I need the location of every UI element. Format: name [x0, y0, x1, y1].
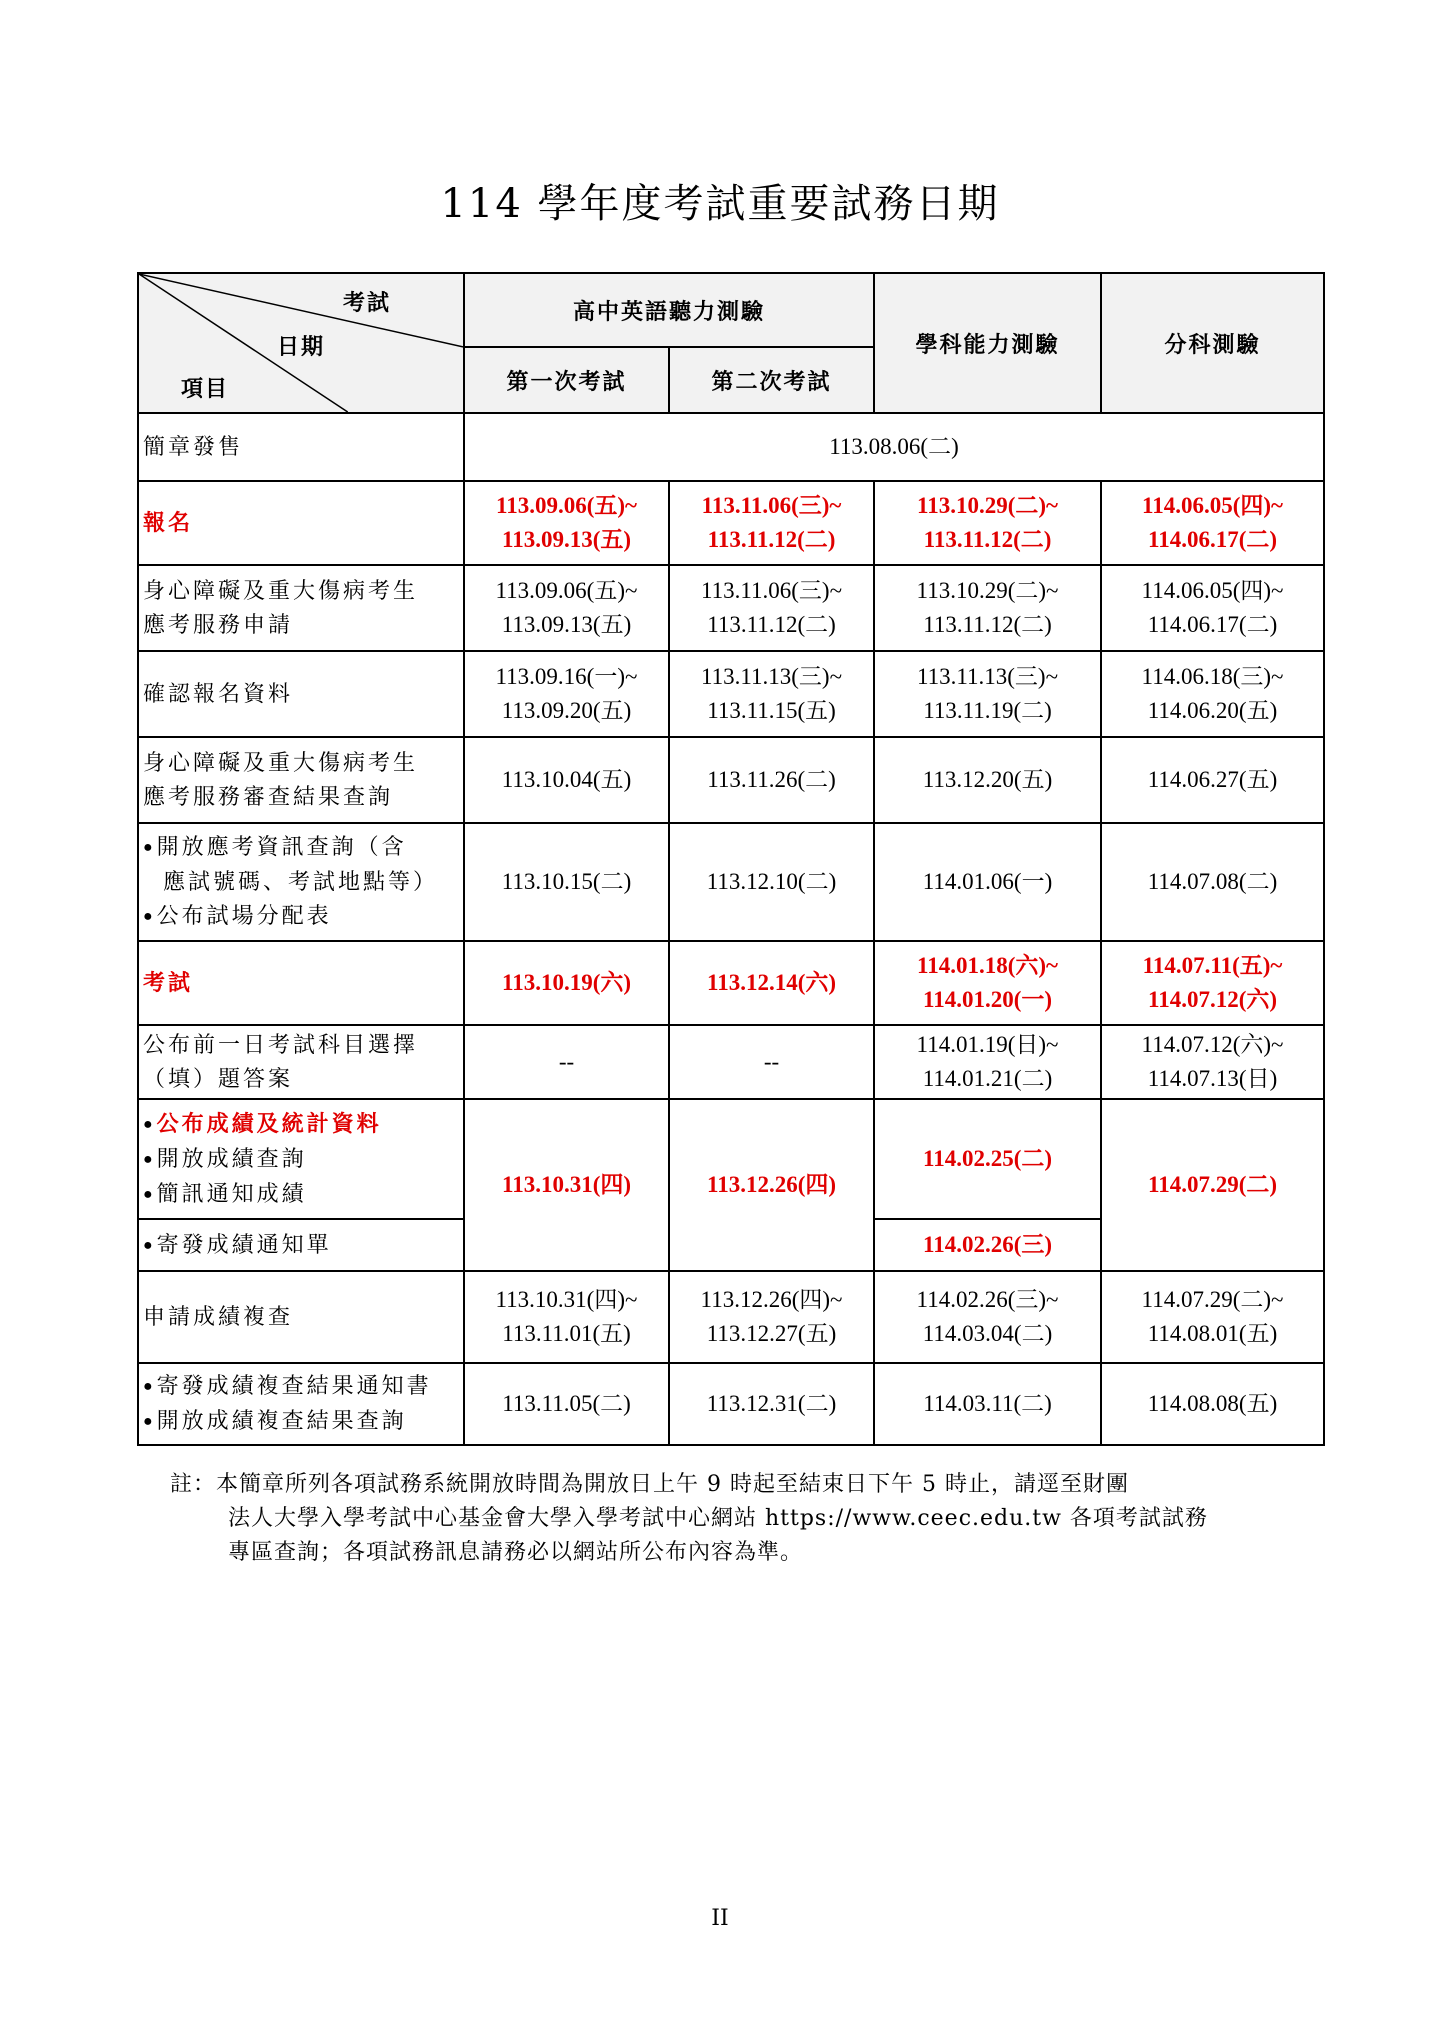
date-cell: 114.07.08(二) — [1101, 823, 1324, 941]
page-number: II — [711, 1906, 729, 1931]
date-cell: 113.10.15(二) — [464, 823, 669, 941]
brochure-date: 113.08.06(二) — [464, 413, 1324, 481]
date-cell: -- — [464, 1025, 669, 1099]
table-row — [138, 823, 1324, 941]
row-label: 身心障礙及重大傷病考生 應考服務審查結果查詢 — [138, 737, 464, 823]
row-label: 報名 — [138, 481, 464, 565]
header-corner-cell — [138, 273, 464, 413]
date-cell: 114.07.29(二) — [1101, 1099, 1324, 1271]
row-label: 身心障礙及重大傷病考生 應考服務申請 — [138, 565, 464, 651]
footnote-line: 專區查詢；各項試務訊息請務必以網站所公布內容為準。 — [228, 1540, 804, 1565]
row-label: 簡章發售 — [138, 413, 464, 481]
date-cell: 113.10.31(四) — [464, 1099, 669, 1271]
table-row — [138, 941, 1324, 1025]
date-cell: 113.10.31(四)~ 113.11.01(五) — [464, 1271, 669, 1363]
date-cell: 113.11.06(三)~ 113.11.12(二) — [669, 481, 874, 565]
date-cell: 113.11.06(三)~ 113.11.12(二) — [669, 565, 874, 651]
date-cell: 113.12.31(二) — [669, 1363, 874, 1445]
date-cell: 113.12.26(四)~ 113.12.27(五) — [669, 1271, 874, 1363]
date-cell: 113.11.26(二) — [669, 737, 874, 823]
row-label: 申請成績複查 — [138, 1271, 464, 1363]
date-cell: 113.11.13(三)~ 113.11.19(二) — [874, 651, 1101, 737]
date-cell: 114.07.12(六)~ 114.07.13(日) — [1101, 1025, 1324, 1099]
date-cell: 113.09.16(一)~ 113.09.20(五) — [464, 651, 669, 737]
row-label: ● 開放應考資訊查詢（含 應試號碼、考試地點等） ● 公布試場分配表 — [138, 823, 464, 941]
date-cell: 114.06.05(四)~ 114.06.17(二) — [1101, 481, 1324, 565]
table-row — [138, 565, 1324, 651]
date-cell: 113.12.20(五) — [874, 737, 1101, 823]
date-cell: 114.01.19(日)~ 114.01.21(二) — [874, 1025, 1101, 1099]
corner-exam-label: 考試 — [343, 290, 392, 315]
date-cell: 114.06.18(三)~ 114.06.20(五) — [1101, 651, 1324, 737]
footnote-line: 法人大學入學考試中心基金會大學入學考試中心網站 https://www.ceec.edu.tw 各項考試試務 — [228, 1506, 1208, 1531]
date-cell: 114.08.08(五) — [1101, 1363, 1324, 1445]
date-cell: 114.02.26(三) — [874, 1219, 1101, 1271]
header-gept-first: 第一次考試 — [464, 347, 669, 413]
date-cell: 113.09.06(五)~ 113.09.13(五) — [464, 481, 669, 565]
date-cell: 114.01.18(六)~ 114.01.20(一) — [874, 941, 1101, 1025]
date-cell: -- — [669, 1025, 874, 1099]
date-cell: 114.07.29(二)~ 114.08.01(五) — [1101, 1271, 1324, 1363]
corner-date-label: 日期 — [277, 334, 326, 359]
date-cell: 114.03.11(二) — [874, 1363, 1101, 1445]
table-row — [138, 737, 1324, 823]
date-cell: 113.10.19(六) — [464, 941, 669, 1025]
row-label: 公布前一日考試科目選擇 （填）題答案 — [138, 1025, 464, 1099]
date-cell: 114.02.26(三)~ 114.03.04(二) — [874, 1271, 1101, 1363]
date-cell: 114.06.05(四)~ 114.06.17(二) — [1101, 565, 1324, 651]
date-cell: 113.09.06(五)~ 113.09.13(五) — [464, 565, 669, 651]
date-cell: 114.07.11(五)~ 114.07.12(六) — [1101, 941, 1324, 1025]
table-row — [138, 1271, 1324, 1363]
date-cell: 113.10.29(二)~ 113.11.12(二) — [874, 565, 1101, 651]
header-ast: 分科測驗 — [1101, 273, 1324, 413]
date-cell: 113.11.05(二) — [464, 1363, 669, 1445]
table-row — [138, 1025, 1324, 1099]
date-cell: 113.12.26(四) — [669, 1099, 874, 1271]
date-cell: 113.10.29(二)~ 113.11.12(二) — [874, 481, 1101, 565]
date-cell: 113.12.10(二) — [669, 823, 874, 941]
row-label: ● 公布成績及統計資料 ● 開放成績查詢 ● 簡訊通知成績 — [138, 1099, 464, 1219]
date-cell: 114.01.06(一) — [874, 823, 1101, 941]
table-row — [138, 1099, 1324, 1219]
header-gept: 高中英語聽力測驗 — [464, 273, 874, 347]
date-cell: 114.02.25(二) — [874, 1099, 1101, 1219]
table-row — [138, 651, 1324, 737]
row-label: ● 寄發成績通知單 — [138, 1219, 464, 1271]
page-title: 114 學年度考試重要試務日期 — [440, 181, 1000, 227]
header-gsat: 學科能力測驗 — [874, 273, 1101, 413]
date-cell: 113.10.04(五) — [464, 737, 669, 823]
corner-item-label: 項目 — [181, 376, 230, 401]
table-row — [138, 1363, 1324, 1445]
row-label: 考試 — [138, 941, 464, 1025]
date-cell: 113.12.14(六) — [669, 941, 874, 1025]
row-label: 確認報名資料 — [138, 651, 464, 737]
date-cell: 114.06.27(五) — [1101, 737, 1324, 823]
table-row — [138, 481, 1324, 565]
footnote-line: 註：本簡章所列各項試務系統開放時間為開放日上午 9 時起至結束日下午 5 時止，請逕至財團 — [170, 1472, 1129, 1497]
header-gept-second: 第二次考試 — [669, 347, 874, 413]
date-cell: 113.11.13(三)~ 113.11.15(五) — [669, 651, 874, 737]
row-label: ● 寄發成績複查結果通知書 ● 開放成績複查結果查詢 — [138, 1363, 464, 1445]
footnote — [170, 1468, 1290, 1570]
table-row — [138, 413, 1324, 481]
schedule-table — [137, 272, 1325, 1446]
